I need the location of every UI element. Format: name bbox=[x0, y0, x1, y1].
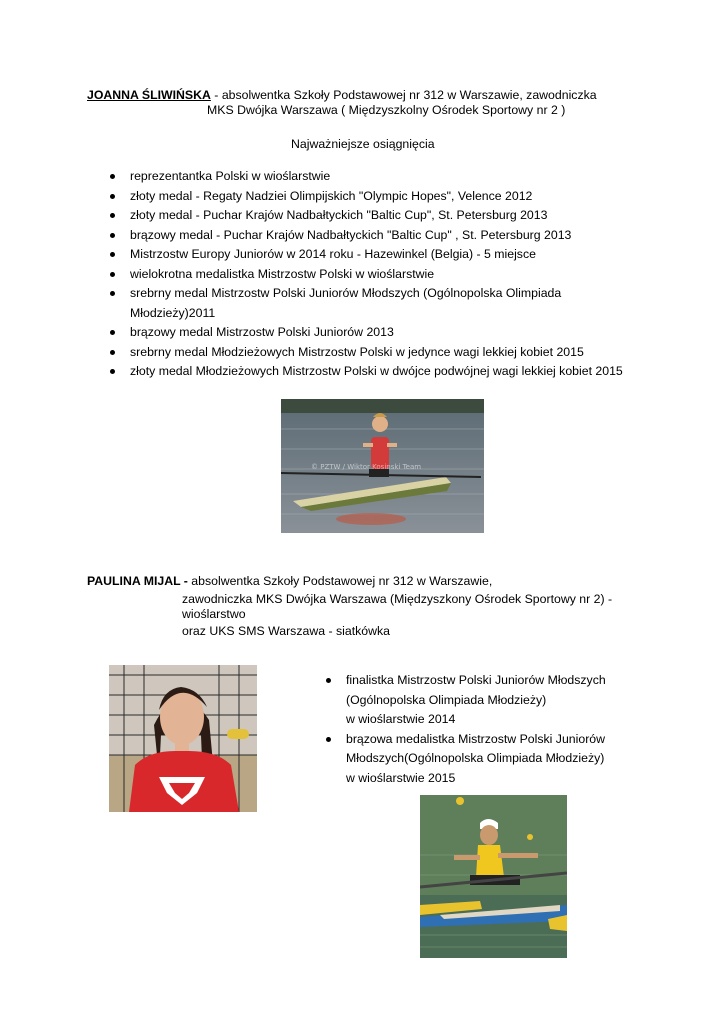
paulina-desc-line1: absolwentka Szkoły Podstawowej nr 312 w Warszawie, bbox=[187, 574, 493, 588]
paulina-rowing-photo bbox=[420, 795, 567, 958]
paulina-portrait-photo bbox=[109, 665, 257, 812]
paulina-desc-line4: oraz UKS SMS Warszawa - siatkówka bbox=[182, 624, 390, 638]
portrait-image bbox=[109, 665, 257, 812]
joanna-name: JOANNA ŚLIWIŃSKA bbox=[87, 88, 211, 102]
rowing-scene-image bbox=[281, 399, 484, 533]
joanna-desc-line1: - absolwentka Szkoły Podstawowej nr 312 w Warszawie, zawodniczka bbox=[210, 88, 597, 102]
list-item: złoty medal - Regaty Nadziei Olimpijskich "Olympic Hopes", Velence 2012 bbox=[110, 187, 670, 207]
paulina-desc-line3: wioślarstwo bbox=[182, 607, 246, 621]
list-item: reprezentantka Polski w wioślarstwie bbox=[110, 167, 670, 187]
list-item: złoty medal Młodzieżowych Mistrzostw Polski w dwójce podwójnej wagi lekkiej kobiet 2015 bbox=[110, 362, 670, 382]
list-item: brązowy medal - Puchar Krajów Nadbałtyckich "Baltic Cup" , St. Petersburg 2013 bbox=[110, 226, 670, 246]
joanna-achievements-list bbox=[110, 167, 670, 382]
list-item: srebrny medal Mistrzostw Polski Juniorów Młodszych (Ogólnopolska Olimpiada Młodzieży)2011 bbox=[110, 284, 670, 323]
list-item: brązowa medalistka Mistrzostw Polski Juniorów Młodszych(Ogólnopolska Olimpiada Młodzieży) w wioślarstwie 2015 bbox=[326, 730, 636, 789]
paulina-desc-line2: zawodniczka MKS Dwójka Warszawa (Międzyszkony Ośrodek Sportowy nr 2) - bbox=[182, 592, 613, 606]
list-item: srebrny medal Młodzieżowych Mistrzostw Polski w jedynce wagi lekkiej kobiet 2015 bbox=[110, 343, 670, 363]
paulina-achievements-list bbox=[326, 671, 636, 788]
svg-text:© PZTW / Wiktor Kosinski Team: © PZTW / Wiktor Kosinski Team bbox=[311, 463, 422, 471]
list-item: złoty medal - Puchar Krajów Nadbałtyckich "Baltic Cup", St. Petersburg 2013 bbox=[110, 206, 670, 226]
list-item: wielokrotna medalistka Mistrzostw Polski w wioślarstwie bbox=[110, 265, 670, 285]
list-item: brązowy medal Mistrzostw Polski Juniorów 2013 bbox=[110, 323, 670, 343]
list-item: Mistrzostw Europy Juniorów w 2014 roku - Hazewinkel (Belgia) - 5 miejsce bbox=[110, 245, 670, 265]
paulina-name: PAULINA MIJAL - bbox=[87, 574, 188, 588]
joanna-desc-line2: MKS Dwójka Warszawa ( Międzyszkolny Ośrodek Sportowy nr 2 ) bbox=[207, 103, 566, 117]
joanna-rowing-photo bbox=[281, 399, 484, 533]
list-item: finalistka Mistrzostw Polski Juniorów Młodszych (Ogólnopolska Olimpiada Młodzieży) w wioślarstwie 2014 bbox=[326, 671, 636, 730]
rowing-scene-image bbox=[420, 795, 567, 958]
joanna-achievements-heading: Najważniejsze osiągnięcia bbox=[291, 137, 435, 151]
paulina-header bbox=[87, 572, 492, 592]
